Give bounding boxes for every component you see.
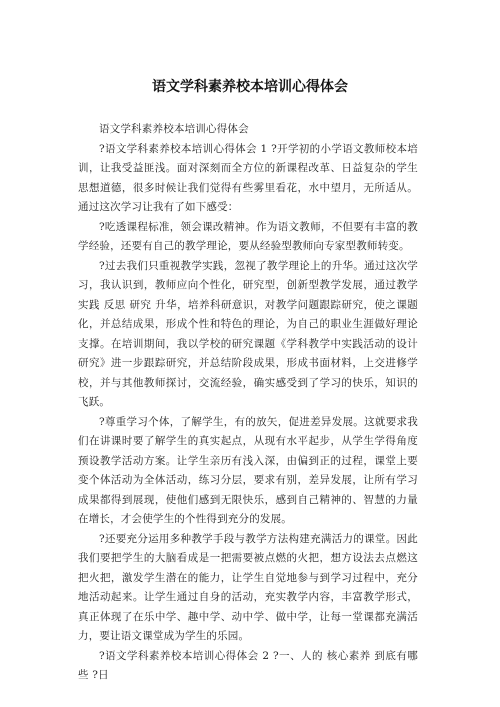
- paragraph-subtitle: 语文学科素养校本培训心得体会: [99, 123, 249, 135]
- paragraph-teaching-methods: ?还要充分运用多种教学手段与教学方法构建充满活力的课堂。因此我们要把学生的大脑看成是一把需要被点燃的火把，想方设法去点燃这把火把，激发学生潜在的能力，让学生自觉地参与到学习过程中，充分地活动起来。让学生通过自身的活动，充实教学内容，丰富教学形式，真正体现了在乐中学、趣中学、动中学、做中学，让每一堂课都充满活力，要让语文课堂成为学生的乐园。: [78, 532, 418, 642]
- document-title: 语文学科素养校本培训心得体会: [152, 79, 348, 95]
- paragraph-individual-learning: ?尊重学习个体，了解学生，有的放矢，促进差异发展。这就要求我们在讲课时要了解学生的真实起点，从现有水平起步，从学生学得角度预设教学活动方案。让学生亲历有浅入深，由偏到正的过程，课堂上要变个体活动为全体活动，练习分层，要求有别，差异发展，让所有学习成果都得到展现，使他们感到无限快乐，感到自己精神的、智慧的力量在增长，才会使学生的个性得到充分的发展。: [78, 415, 418, 525]
- paragraph-part-two: ?语文学科素养校本培训心得体会 2 ?一、人的 核心素养 到底有哪些 ?日: [78, 649, 418, 681]
- paragraph-intro: ?语文学科素养校本培训心得体会 1 ?开学初的小学语文教师校本培训，让我受益匪浅。面对深刻而全方位的新课程改革、日益复杂的学生思想道德，很多时候让我们觉得有些雾里看花，水中望月，无所适从。通过这次学习让我有了如下感受：: [78, 142, 418, 213]
- paragraph-curriculum: ?吃透课程标准，领会课改精神。作为语文教师，不但要有丰富的教学经验，还要有自己的教学理论，要从经验型教师向专家型教师转变。: [78, 220, 418, 252]
- document-body: [78, 120, 418, 686]
- paragraph-research: ?过去我们只重视教学实践，忽视了教学理论上的升华。通过这次学习，我认识到，教师应向个性化，研究型，创新型教学发展，通过教学实践 反思 研究 升华，培养科研意识，对教学问题跟踪研究，使之课题化，并总结成果，形成个性和特色的理论，为自己的职业生涯做好理论支撑。在培训期间，我以学校的研究课题《学科教学中实践活动的设计研究》进一步跟踪研究，并总结阶段成果，形成书面材料，上交进修学校，并与其他教师探讨，交流经验，确实感受到了学习的快乐，知识的飞跃。: [78, 259, 418, 408]
